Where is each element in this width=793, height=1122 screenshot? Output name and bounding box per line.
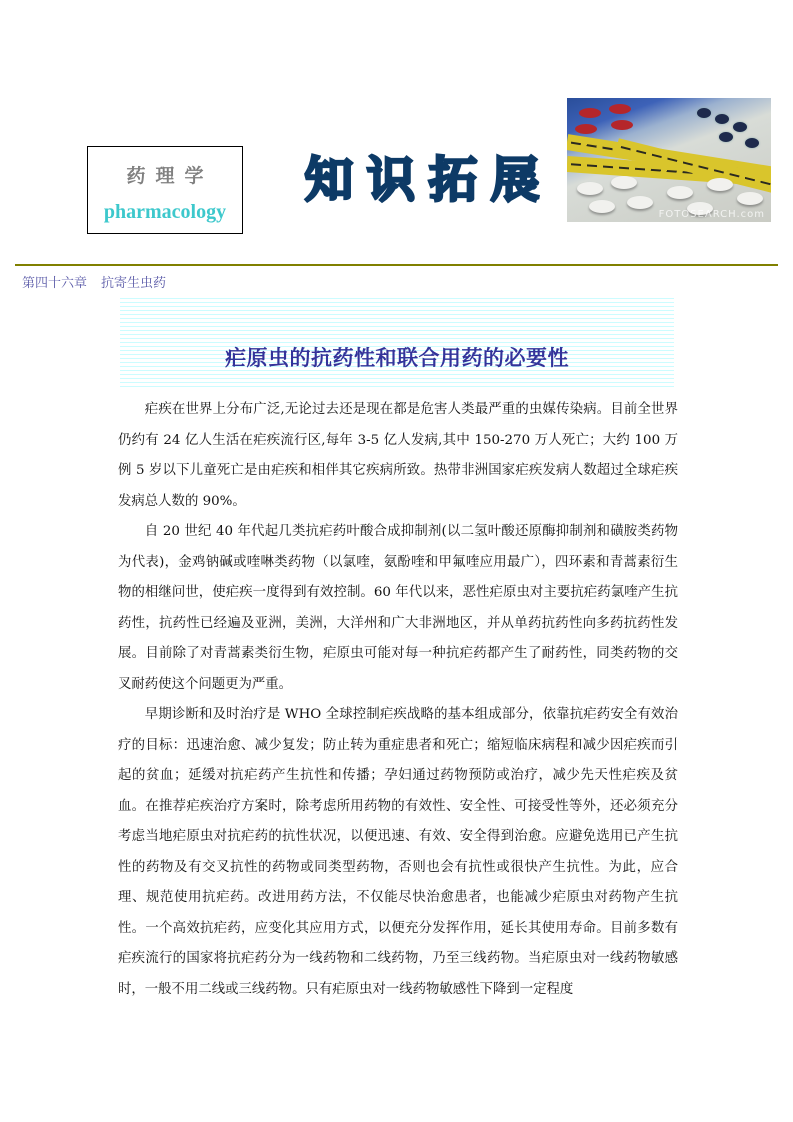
dark-pill-icon — [745, 138, 759, 148]
red-pill-icon — [611, 120, 633, 130]
red-pill-icon — [609, 104, 631, 114]
subject-name-chinese: 药理学 — [126, 165, 214, 187]
pills-photo — [567, 98, 771, 222]
red-pill-icon — [575, 124, 597, 134]
chapter-name: 抗寄生虫药 — [101, 276, 167, 291]
white-pill-icon — [589, 200, 615, 213]
photo-watermark: FOTOSEARCH.com — [658, 209, 765, 220]
white-pill-icon — [611, 176, 637, 189]
dark-pill-icon — [715, 114, 729, 124]
dark-pill-icon — [733, 122, 747, 132]
paragraph: 自 20 世纪 40 年代起几类抗疟药叶酸合成抑制剂(以二氢叶酸还原酶抑制剂和磺胺类药物为代表)，金鸡钠碱或喹啉类药物（以氯喹，氨酚喹和甲氟喹应用最广），四环素和青蒿素衍生物的相继问世，使疟疾一度得到有效控制。60 年代以来，恶性疟原虫对主要抗疟药氯喹产生抗药性，抗药性已经遍及亚洲，美洲，大洋州和广大非洲地区，并从单药抗药性向多药抗药性发展。目前除了对青蒿素类衍生物，疟原虫可能对每一种抗疟药都产生了耐药性，同类药物的交叉耐药使这个问题更为严重。 — [118, 524, 678, 692]
dark-pill-icon — [719, 132, 733, 142]
white-pill-icon — [667, 186, 693, 199]
banner-title: 知识拓展 — [305, 152, 554, 208]
white-pill-icon — [707, 178, 733, 191]
article-body — [118, 395, 678, 1005]
title-band — [120, 298, 674, 389]
article-title: 疟原虫的抗药性和联合用药的必要性 — [225, 346, 569, 370]
chapter-heading — [22, 272, 166, 291]
white-pill-icon — [577, 182, 603, 195]
subject-box — [87, 146, 243, 234]
dark-pill-icon — [697, 108, 711, 118]
paragraph: 早期诊断和及时治疗是 WHO 全球控制疟疾战略的基本组成部分，依靠抗疟药安全有效治疗的目标：迅速治愈、减少复发；防止转为重症患者和死亡；缩短临床病程和减少因疟疾而引起的贫血；延缓对抗疟药产生抗性和传播；孕妇通过药物预防或治疗，减少先天性疟疾及贫血。在推荐疟疾治疗方案时，除考虑所用药物的有效性、安全性、可接受性等外，还必须充分考虑当地疟原虫对抗疟药的抗性状况，以便迅速、有效、安全得到治愈。应避免选用已产生抗性的药物及有交叉抗性的药物或同类型药物，否则也会有抗性或很快产生抗性。为此，应合理、规范使用抗疟药。改进用药方法，不仅能尽快治愈患者，也能减少疟原虫对药物产生抗性。一个高效抗疟药，应变化其应用方式，以便充分发挥作用，延长其使用寿命。目前多数有疟疾流行的国家将抗疟药分为一线药物和二线药物，乃至三线药物。当疟原虫对一线药物敏感时，一般不用二线或三线药物。只有疟原虫对一线药物敏感性下降到一定程度 — [118, 707, 678, 997]
header-divider — [15, 264, 778, 266]
white-pill-icon — [627, 196, 653, 209]
paragraph: 疟疾在世界上分布广泛,无论过去还是现在都是危害人类最严重的虫媒传染病。目前全世界仍约有 24 亿人生活在疟疾流行区,每年 3-5 亿人发病,其中 150-270 万人死亡；大约 100 万例 5 岁以下儿童死亡是由疟疾和相伴其它疾病所致。热带非洲国家疟疾发病人数超过全球疟疾发病总人数的 90%。 — [118, 402, 678, 509]
white-pill-icon — [737, 192, 763, 205]
red-pill-icon — [579, 108, 601, 118]
chapter-number: 第四十六章 — [22, 276, 88, 291]
subject-name-english: pharmacology — [103, 201, 227, 223]
